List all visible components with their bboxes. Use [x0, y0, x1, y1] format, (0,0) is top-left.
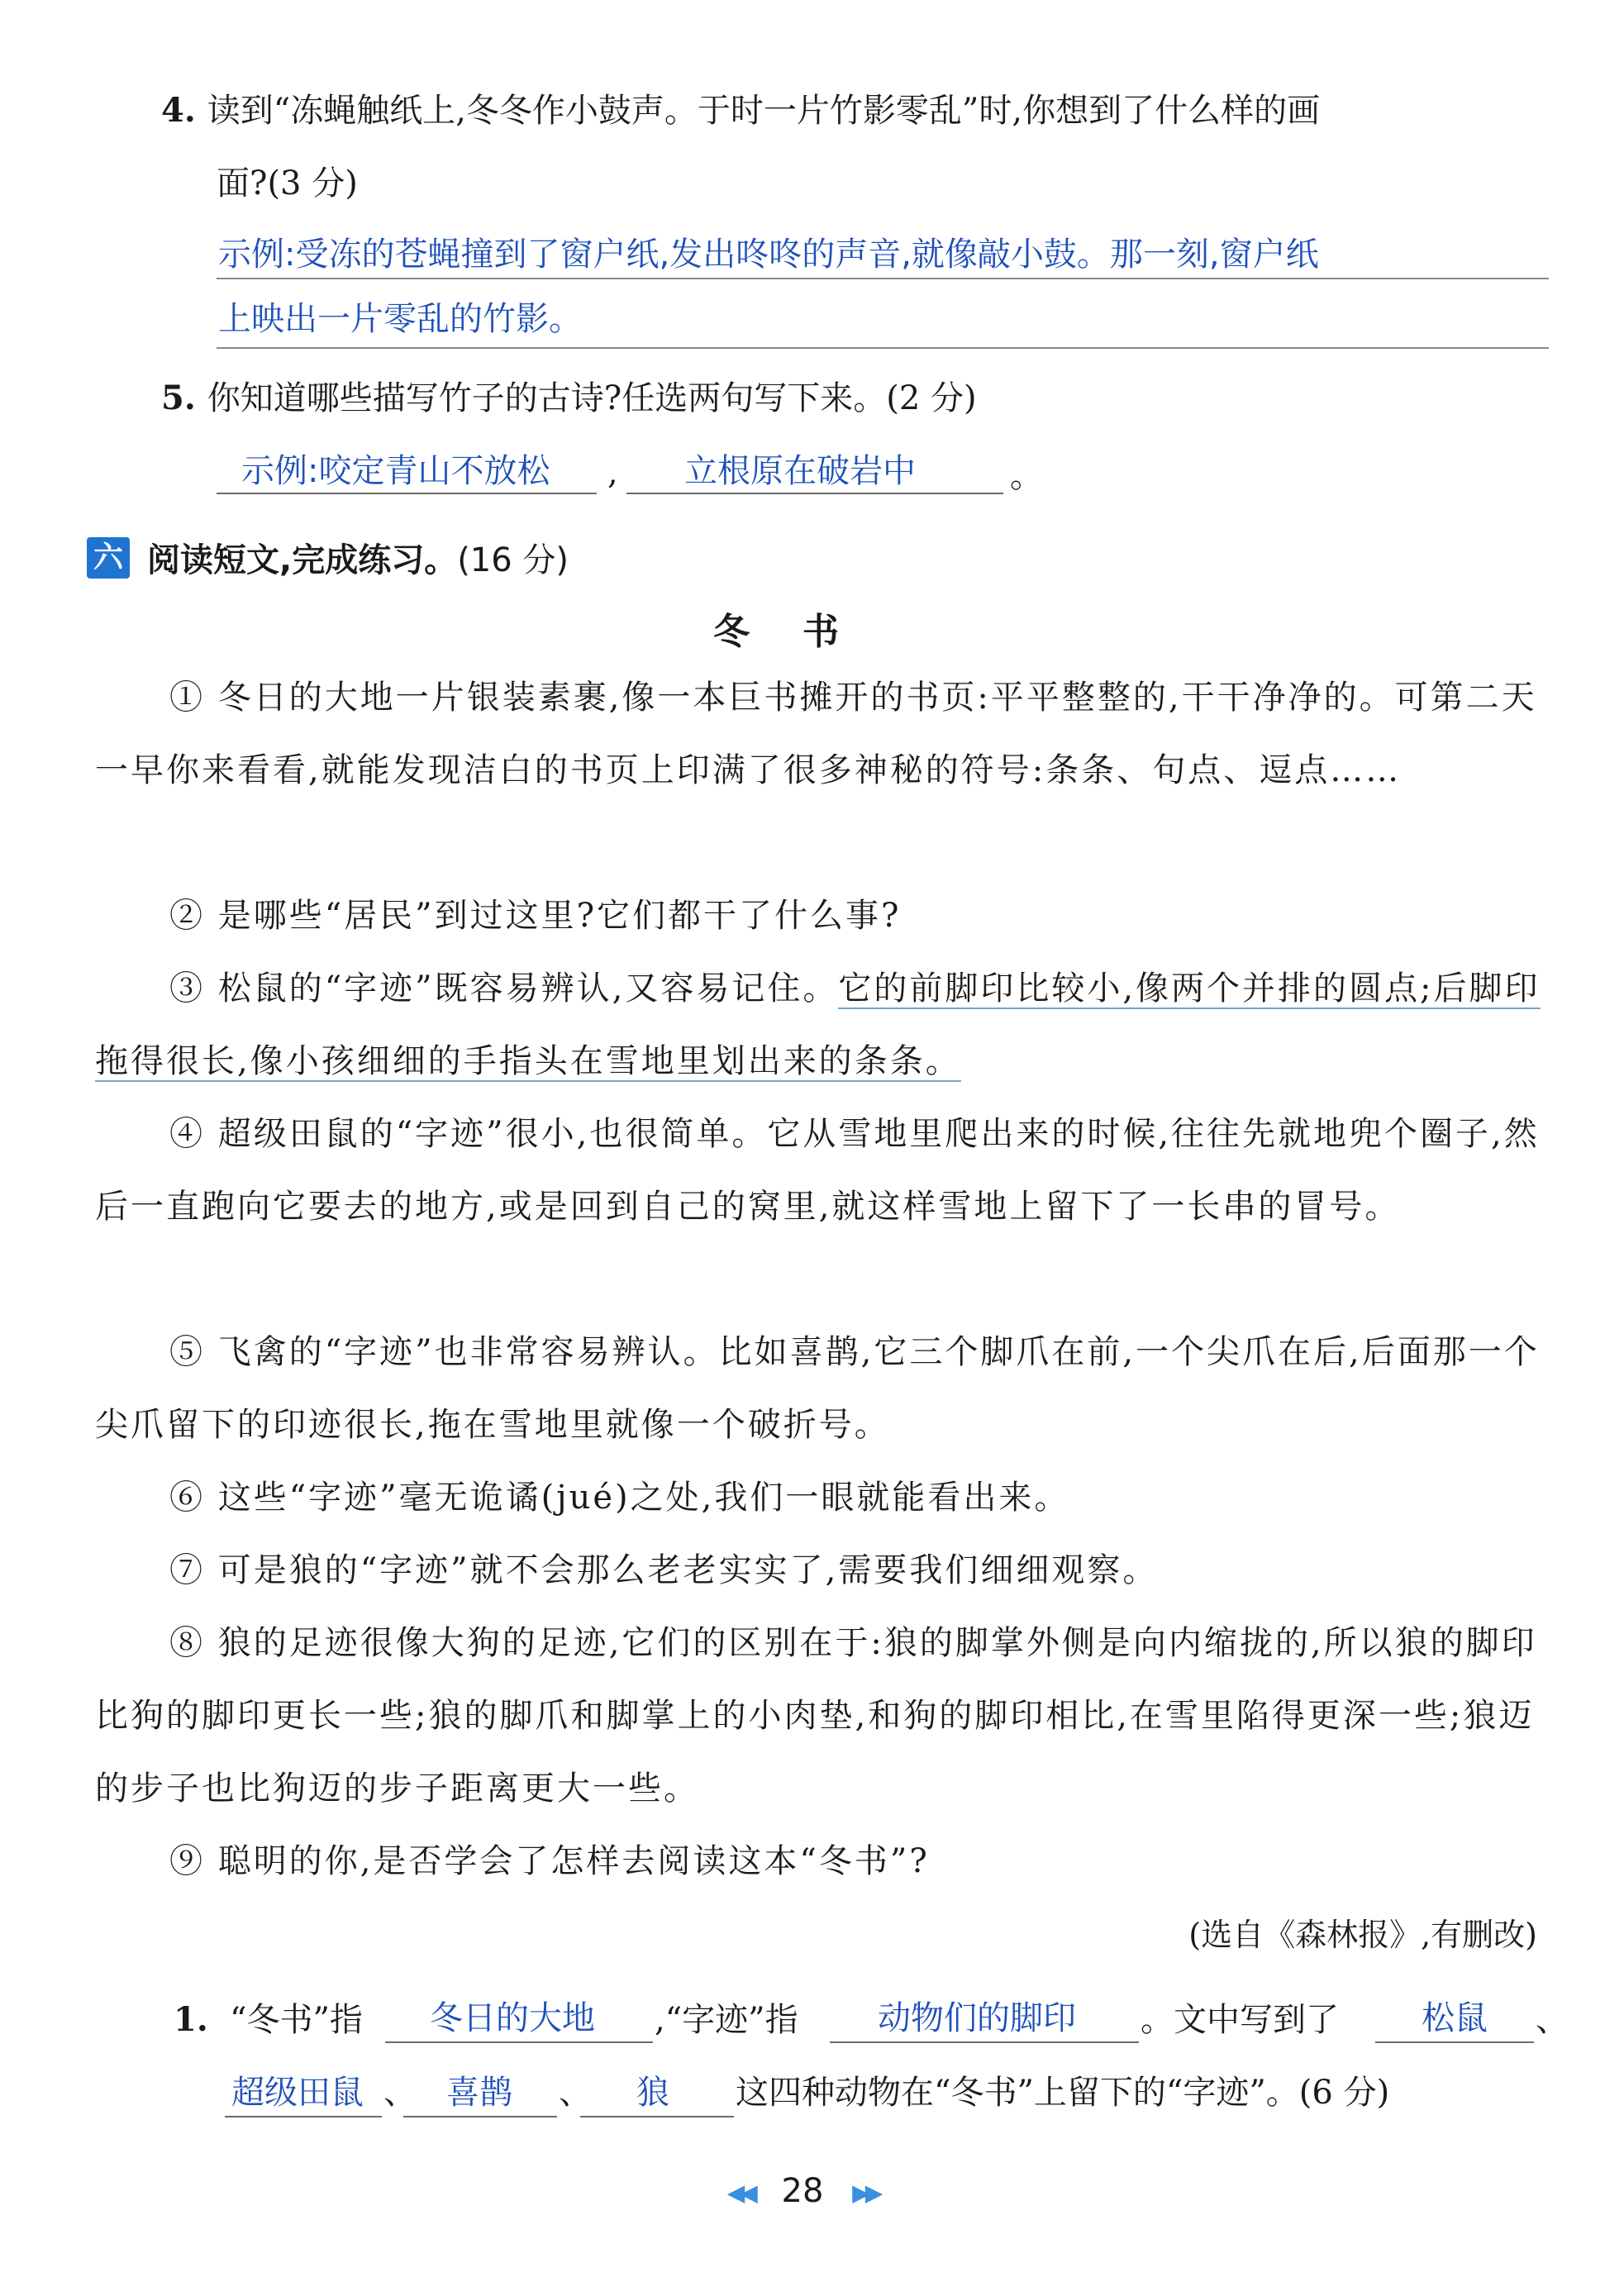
prev-page-icon[interactable]: ◀◀	[726, 2179, 753, 2207]
section-title-text: 阅读短文,完成练习。	[147, 541, 458, 579]
paragraph-5-text: ⑤ 飞禽的“字迹”也非常容易辨认。比如喜鹊,它三个脚爪在前,一个尖爪在后,后面那一个尖爪留下的印迹很长,拖在雪地里就像一个破折号。	[95, 1333, 1540, 1444]
q5-separator: ,	[607, 454, 618, 492]
paragraph-9-text: ⑨ 聪明的你,是否学会了怎样去阅读这本“冬书”?	[169, 1842, 930, 1880]
q4-number: 4.	[161, 91, 196, 130]
q4-answer-rule1	[217, 278, 1549, 279]
q1-blank2	[830, 2041, 1139, 2043]
q1-text4: 、	[1536, 2001, 1569, 2039]
paragraph-9	[95, 1825, 1550, 1898]
paragraph-4-text: ④ 超级田鼠的“字迹”很小,也很简单。它从雪地里爬出来的时候,往往先就地兜个圈子,然后一直跑向它要去的地方,或是回到自己的窝里,就这样雪地上留下了一长串的冒号。	[95, 1115, 1540, 1226]
paragraph-4	[95, 1098, 1550, 1243]
paragraph-8-text: ⑧ 狼的足迹很像大狗的足迹,它们的区别在于:狼的脚掌外侧是向内缩拢的,所以狼的脚印比狗的脚印更长一些;狼的脚爪和脚掌上的小肉垫,和狗的脚印相比,在雪里陷得更深一些;狼迈的步子也比狗迈的步子距离更大一些。	[95, 1624, 1537, 1808]
q1-text5: 、	[383, 2074, 417, 2112]
q5-blank1	[217, 493, 597, 494]
paragraph-8	[95, 1607, 1550, 1825]
q1-blank4	[225, 2116, 382, 2117]
page-footer	[0, 2172, 1605, 2210]
q5-blank2	[626, 493, 1003, 494]
paragraph-1-text: ① 冬日的大地一片银装素裹,像一本巨书摊开的书页:平平整整的,干干净净的。可第二天一早你来看看,就能发现洁白的书页上印满了很多神秘的符号:条条、句点、逗点……	[95, 679, 1537, 789]
paragraph-3-text: ③ 松鼠的“字迹”既容易辨认,又容易记住。	[169, 969, 839, 1007]
q1-answer6: 狼	[636, 2074, 669, 2112]
paragraph-5	[95, 1316, 1550, 1461]
q1-text7: 这四种动物在“冬书”上留下的“字迹”。(6 分)	[736, 2074, 1390, 2112]
q5-number: 5.	[161, 379, 196, 417]
q4-answer-line2: 上映出一片零乱的竹影。	[218, 300, 582, 338]
q5-line	[161, 379, 977, 418]
next-page-icon[interactable]: ▶▶	[852, 2179, 879, 2207]
paragraph-2-text: ② 是哪些“居民”到过这里?它们都干了什么事?	[169, 897, 902, 935]
q4-line1	[161, 91, 1320, 131]
paragraph-6-text: ⑥ 这些“字迹”毫无诡谲(jué)之处,我们一眼就能看出来。	[169, 1479, 1070, 1517]
q1-answer5: 喜鹊	[446, 2074, 512, 2112]
q4-text-line1: 读到“冻蝇触纸上,冬冬作小鼓声。于时一片竹影零乱”时,你想到了什么样的画	[207, 92, 1321, 130]
q1-answer4: 超级田鼠	[231, 2074, 364, 2112]
q5-end: 。	[1010, 457, 1043, 495]
paragraph-7-text: ⑦ 可是狼的“字迹”就不会那么老老实实了,需要我们细细观察。	[169, 1551, 1159, 1589]
q1-answer3: 松鼠	[1422, 1999, 1488, 2037]
q4-answer-rule2	[217, 347, 1549, 349]
article-title: 冬书	[713, 611, 892, 653]
q1-number: 1.	[174, 2000, 208, 2039]
paragraph-2	[95, 879, 1550, 952]
q1-answer2: 动物们的脚印	[878, 1999, 1076, 2037]
q1-text3: 。文中写到了	[1141, 2001, 1339, 2039]
section-points: (16 分)	[457, 541, 569, 579]
section-badge: 六	[87, 537, 130, 579]
q1-text1: “冬书”指	[230, 2001, 363, 2039]
q1-answer1: 冬日的大地	[430, 1999, 595, 2037]
paragraph-6	[95, 1461, 1550, 1534]
q1-text2: ,“字迹”指	[655, 2001, 798, 2039]
q4-answer-line1: 示例:受冻的苍蝇撞到了窗户纸,发出咚咚的声音,就像敲小鼓。那一刻,窗户纸	[218, 236, 1319, 274]
q5-answer2: 立根原在破岩中	[684, 452, 916, 490]
paragraph-1	[95, 661, 1550, 807]
paragraph-7	[95, 1534, 1550, 1607]
q4-text-line2: 面?(3 分)	[217, 164, 358, 202]
q1-blank5	[403, 2116, 557, 2117]
q1-blank6	[580, 2116, 734, 2117]
paragraph-3-highlight: 它的前脚印比较小,像两个并排的圆点;后脚印拖得很长,像小孩细细的手指头在雪地里划出来的条条。	[95, 969, 1541, 1080]
article-source: (选自《森林报》,有删改)	[1188, 1917, 1537, 1953]
q1-blank1	[385, 2041, 653, 2043]
q1-blank3	[1375, 2041, 1534, 2043]
q1-text6: 、	[559, 2074, 592, 2112]
page-number: 28	[781, 2172, 824, 2210]
paragraph-3	[95, 952, 1550, 1098]
q5-text: 你知道哪些描写竹子的古诗?任选两句写下来。(2 分)	[207, 379, 977, 417]
section-title	[147, 534, 569, 581]
q5-answer1: 示例:咬定青山不放松	[241, 452, 550, 490]
